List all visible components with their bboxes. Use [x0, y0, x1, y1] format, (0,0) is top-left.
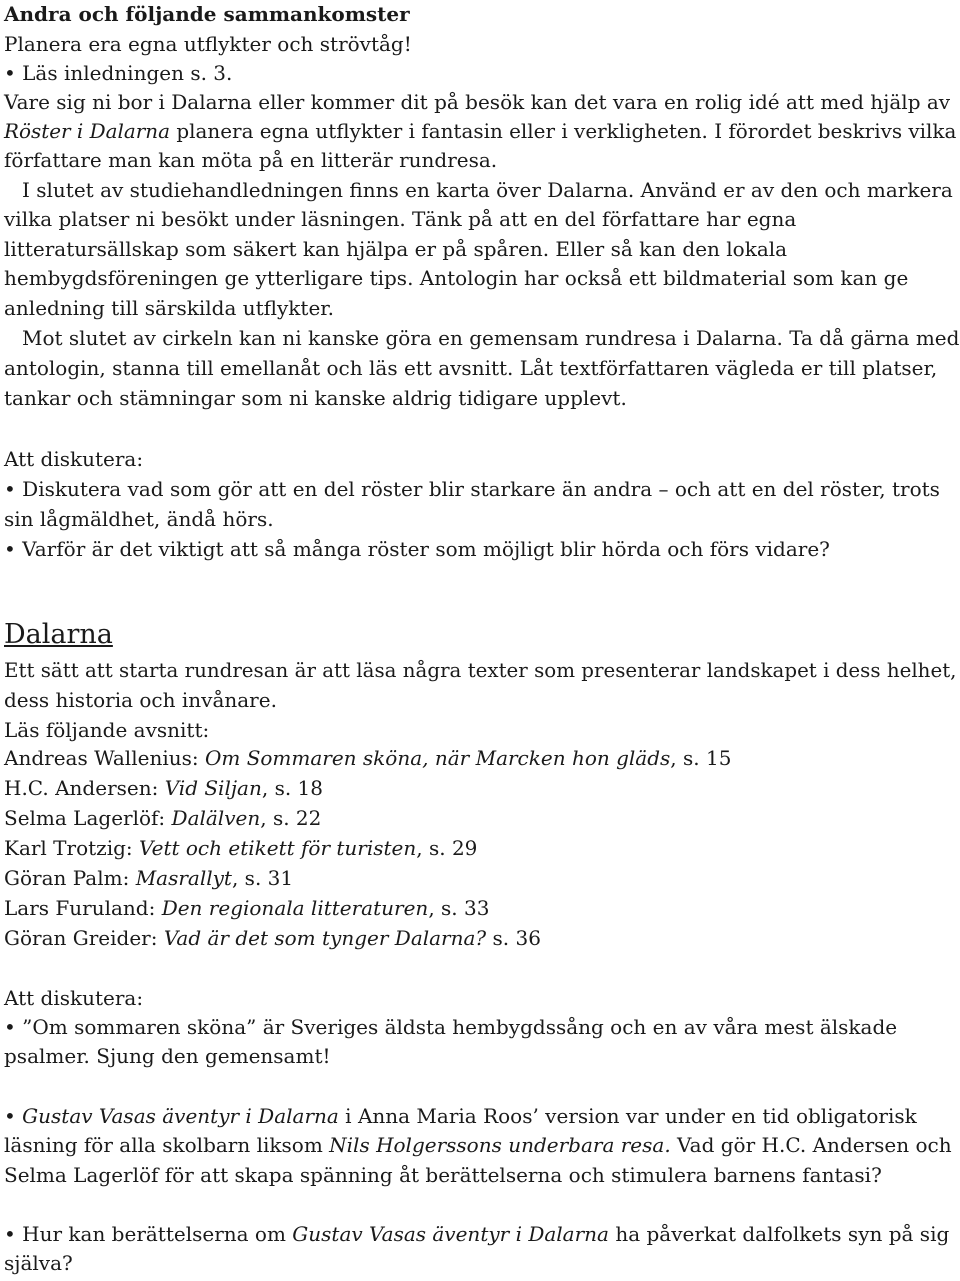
paragraph-text: Vad gör H.C. Andersen och: [670, 1133, 952, 1157]
reading-item: [4, 744, 731, 772]
paragraph-line: I slutet av studiehandledningen finns en karta över Dalarna. Använd er av den och markera: [22, 178, 953, 202]
paragraph-line: tankar och stämningar som ni kanske aldrig tidigare upplevt.: [4, 386, 627, 410]
reading-page: , s. 15: [670, 746, 732, 770]
reading-author: H.C. Andersen:: [4, 776, 165, 800]
reading-item: [4, 924, 541, 952]
paragraph-line: antologin, stanna till emellanåt och läs ett avsnitt. Låt textförfattaren vägleda er till platser,: [4, 356, 938, 380]
reading-author: Selma Lagerlöf:: [4, 806, 172, 830]
paragraph-text: planera egna utflykter i fantasin eller i verkligheten. I förordet beskrivs vilka: [170, 119, 957, 143]
book-title: Röster i Dalarna: [4, 119, 171, 143]
reading-title: Dalälven: [171, 806, 261, 830]
discussion-item: • Varför är det viktigt att så många röster som möjligt blir hörda och förs vidare?: [4, 537, 830, 561]
discussion-item: psalmer. Sjung den gemensamt!: [4, 1044, 331, 1068]
paragraph-text: läsning för alla skolbarn liksom: [4, 1133, 330, 1157]
reading-item: [4, 894, 489, 922]
reading-page: , s. 22: [260, 806, 322, 830]
reading-page: , s. 18: [261, 776, 324, 800]
reading-item: [4, 834, 477, 862]
section-subtitle: Planera era egna utflykter och strövtåg!: [4, 32, 412, 56]
discussion-item: • Diskutera vad som gör att en del röster blir starkare än andra – och att en del röster, trots: [4, 477, 940, 501]
reading-title: Masrallyt: [135, 866, 232, 890]
reading-title: Vett och etikett för turisten: [139, 836, 417, 860]
paragraph-line: Ett sätt att starta rundresan är att läsa några texter som presenterar landskapet i dess helhet,: [4, 658, 957, 682]
paragraph-line: Mot slutet av cirkeln kan ni kanske göra en gemensam rundresa i Dalarna. Ta då gärna med: [22, 326, 960, 350]
paragraph-text: i Anna Maria Roos’ version var under en tid obligatorisk: [338, 1104, 917, 1128]
paragraph-text: • Hur kan berättelserna om: [4, 1222, 293, 1246]
reading-author: Göran Palm:: [4, 866, 136, 890]
reading-item: [4, 804, 321, 832]
book-title: Gustav Vasas äventyr i Dalarna: [292, 1222, 609, 1246]
reading-author: Göran Greider:: [4, 926, 164, 950]
paragraph-line: [4, 117, 956, 145]
discussion-item: sin lågmäldhet, ändå hörs.: [4, 507, 274, 531]
reading-author: Karl Trotzig:: [4, 836, 139, 860]
reading-page: , s. 31: [231, 866, 294, 890]
reading-author: Lars Furuland:: [4, 896, 162, 920]
discussion-heading: Att diskutera:: [4, 986, 144, 1010]
reading-title: Om Sommaren sköna, när Marcken hon gläds: [204, 746, 671, 770]
paragraph-line: författare man kan möta på en litterär rundresa.: [4, 148, 498, 172]
reading-list-label: Läs följande avsnitt:: [4, 718, 210, 742]
reading-item: [4, 774, 323, 802]
section-heading-dalarna: Dalarna: [4, 619, 113, 650]
section-heading: Andra och följande sammankomster: [4, 2, 410, 26]
paragraph-line: Vare sig ni bor i Dalarna eller kommer dit på besök kan det vara en rolig idé att med hjälp av: [4, 90, 951, 114]
reading-title: Den regionala litteraturen: [161, 896, 429, 920]
reading-page: , s. 29: [416, 836, 478, 860]
discussion-item: [4, 1220, 949, 1248]
reading-title: Vid Siljan: [164, 776, 262, 800]
paragraph-text: ha påverkat dalfolkets syn på sig: [608, 1222, 950, 1246]
paragraph-line: vilka platser ni besökt under läsningen. Tänk på att en del författare har egna: [4, 207, 797, 231]
book-title: Gustav Vasas äventyr i Dalarna: [22, 1104, 339, 1128]
discussion-heading: Att diskutera:: [4, 447, 144, 471]
book-title: Nils Holgerssons underbara resa.: [329, 1133, 671, 1157]
paragraph-line: anledning till särskilda utflykter.: [4, 296, 335, 320]
bullet-marker: •: [4, 1104, 23, 1128]
bullet-item: • Läs inledningen s. 3.: [4, 61, 233, 85]
reading-author: Andreas Wallenius:: [4, 746, 205, 770]
discussion-item: [4, 1102, 917, 1130]
paragraph-line: dess historia och invånare.: [4, 688, 277, 712]
discussion-item: [4, 1131, 952, 1159]
reading-page: , s. 33: [428, 896, 490, 920]
paragraph-line: litteratursällskap som säkert kan hjälpa er på spåren. Eller så kan den lokala: [4, 237, 788, 261]
reading-item: [4, 864, 293, 892]
discussion-item: • ”Om sommaren sköna” är Sveriges äldsta hembygdssång och en av våra mest älskade: [4, 1015, 898, 1039]
reading-title: Vad är det som tynger Dalarna?: [163, 926, 487, 950]
discussion-item: själva?: [4, 1251, 73, 1275]
reading-page: s. 36: [486, 926, 541, 950]
paragraph-line: hembygdsföreningen ge ytterligare tips. Antologin har också ett bildmaterial som kan ge: [4, 266, 909, 290]
discussion-item: Selma Lagerlöf för att skapa spänning åt berättelserna och stimulera barnens fantasi?: [4, 1163, 882, 1187]
